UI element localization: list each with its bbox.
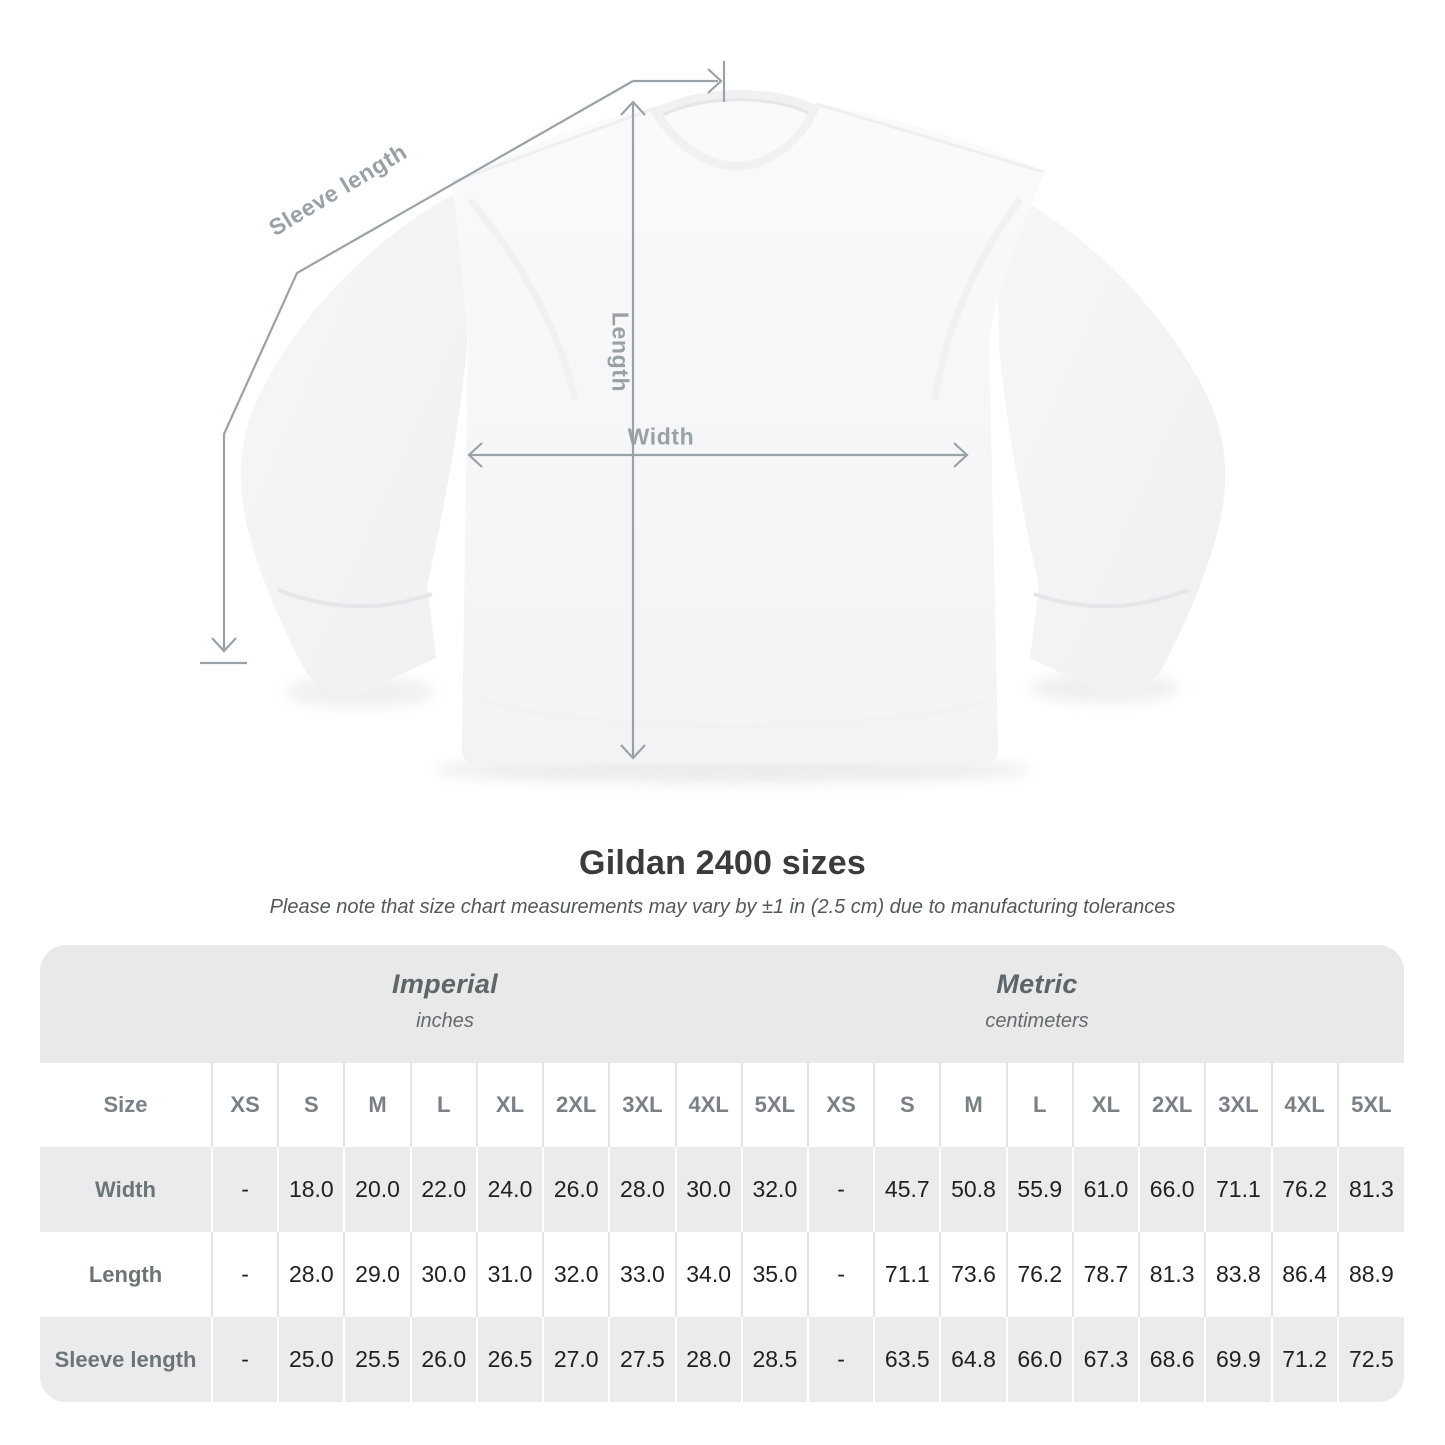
cell-width-metric-xl: 61.0	[1073, 1147, 1139, 1232]
size-header-imperial-s: S	[278, 1063, 344, 1147]
cell-width-imperial-xl: 24.0	[477, 1147, 543, 1232]
sleeve-length-annotation-label: Sleeve length	[264, 138, 412, 241]
cell-length-metric-m: 73.6	[940, 1232, 1006, 1317]
cell-sleeve-length-imperial-m: 25.5	[344, 1317, 410, 1402]
size-header-metric-3xl: 3XL	[1205, 1063, 1271, 1147]
cell-length-metric-4xl: 86.4	[1272, 1232, 1338, 1317]
measurement-row-sleeve-length	[40, 1317, 1404, 1402]
cell-length-imperial-xs: -	[212, 1232, 278, 1317]
length-annotation-label: Length	[607, 311, 634, 393]
cell-width-metric-xs: -	[808, 1147, 874, 1232]
cell-width-imperial-xs: -	[212, 1147, 278, 1232]
cell-sleeve-length-metric-s: 63.5	[874, 1317, 940, 1402]
size-header-imperial-3xl: 3XL	[609, 1063, 675, 1147]
size-header-imperial-4xl: 4XL	[676, 1063, 742, 1147]
page-title: Gildan 2400 sizes	[579, 844, 866, 882]
cell-width-imperial-3xl: 28.0	[609, 1147, 675, 1232]
cell-width-metric-4xl: 76.2	[1272, 1147, 1338, 1232]
metric-section-title: Metric	[996, 969, 1078, 999]
cell-length-metric-l: 76.2	[1007, 1232, 1073, 1317]
cell-width-imperial-l: 22.0	[411, 1147, 477, 1232]
size-header-metric-4xl: 4XL	[1272, 1063, 1338, 1147]
cell-sleeve-length-metric-m: 64.8	[940, 1317, 1006, 1402]
cell-length-metric-5xl: 88.9	[1338, 1232, 1404, 1317]
cell-sleeve-length-metric-2xl: 68.6	[1139, 1317, 1205, 1402]
cell-sleeve-length-metric-3xl: 69.9	[1205, 1317, 1271, 1402]
row-label-width: Width	[95, 1176, 156, 1202]
left-sleeve	[241, 186, 470, 697]
size-header-metric-2xl: 2XL	[1139, 1063, 1205, 1147]
size-chart-table	[40, 945, 1404, 1402]
cell-width-metric-5xl: 81.3	[1338, 1147, 1404, 1232]
cell-width-metric-l: 55.9	[1007, 1147, 1073, 1232]
imperial-section-header	[392, 969, 498, 1033]
size-header-imperial-2xl: 2XL	[543, 1063, 609, 1147]
cell-length-imperial-s: 28.0	[278, 1232, 344, 1317]
shirt-body	[452, 101, 1044, 764]
size-column-header: Size	[103, 1092, 148, 1117]
cell-width-metric-s: 45.7	[874, 1147, 940, 1232]
row-label-length: Length	[88, 1261, 163, 1287]
unit-section-band	[40, 945, 1404, 1063]
right-sleeve	[996, 186, 1225, 697]
cell-length-metric-2xl: 81.3	[1139, 1232, 1205, 1317]
cell-sleeve-length-metric-l: 66.0	[1007, 1317, 1073, 1402]
cell-length-imperial-2xl: 32.0	[543, 1232, 609, 1317]
size-header-imperial-xs: XS	[212, 1063, 278, 1147]
cell-width-imperial-2xl: 26.0	[543, 1147, 609, 1232]
size-header-imperial-5xl: 5XL	[742, 1063, 808, 1147]
metric-section-unit: centimeters	[985, 1010, 1089, 1032]
cell-sleeve-length-imperial-3xl: 27.5	[609, 1317, 675, 1402]
size-header-metric-xl: XL	[1073, 1063, 1139, 1147]
size-header-row	[40, 1063, 1404, 1147]
cell-length-imperial-5xl: 35.0	[742, 1232, 808, 1317]
cell-sleeve-length-metric-xs: -	[808, 1317, 874, 1402]
cell-length-metric-s: 71.1	[874, 1232, 940, 1317]
cell-sleeve-length-metric-xl: 67.3	[1073, 1317, 1139, 1402]
width-annotation-label: Width	[627, 423, 695, 450]
cell-length-imperial-3xl: 33.0	[609, 1232, 675, 1317]
cell-width-metric-2xl: 66.0	[1139, 1147, 1205, 1232]
cell-width-imperial-m: 20.0	[344, 1147, 410, 1232]
tolerance-note: Please note that size chart measurements may vary by ±1 in (2.5 cm) due to manufacturing tolerances	[269, 896, 1176, 918]
cell-sleeve-length-imperial-2xl: 27.0	[543, 1317, 609, 1402]
size-header-metric-xs: XS	[808, 1063, 874, 1147]
cell-length-imperial-4xl: 34.0	[676, 1232, 742, 1317]
measurements-table	[40, 1063, 1404, 1402]
cell-length-metric-xl: 78.7	[1073, 1232, 1139, 1317]
cell-sleeve-length-metric-4xl: 71.2	[1272, 1317, 1338, 1402]
size-header-metric-l: L	[1007, 1063, 1073, 1147]
row-label-sleeve-length: Sleeve length	[54, 1346, 197, 1372]
cell-length-imperial-l: 30.0	[411, 1232, 477, 1317]
cell-sleeve-length-imperial-5xl: 28.5	[742, 1317, 808, 1402]
cell-length-metric-xs: -	[808, 1232, 874, 1317]
cell-width-imperial-s: 18.0	[278, 1147, 344, 1232]
cell-length-imperial-xl: 31.0	[477, 1232, 543, 1317]
metric-section-header	[985, 969, 1088, 1033]
cell-sleeve-length-metric-5xl: 72.5	[1338, 1317, 1404, 1402]
cell-sleeve-length-imperial-l: 26.0	[411, 1317, 477, 1402]
cell-width-imperial-5xl: 32.0	[742, 1147, 808, 1232]
size-header-imperial-m: M	[344, 1063, 410, 1147]
measurement-row-width	[40, 1147, 1404, 1232]
cell-length-imperial-m: 29.0	[344, 1232, 410, 1317]
cell-sleeve-length-imperial-xs: -	[212, 1317, 278, 1402]
cell-width-imperial-4xl: 30.0	[676, 1147, 742, 1232]
cell-width-metric-3xl: 71.1	[1205, 1147, 1271, 1232]
cell-length-metric-3xl: 83.8	[1205, 1232, 1271, 1317]
size-header-metric-5xl: 5XL	[1338, 1063, 1404, 1147]
cell-width-metric-m: 50.8	[940, 1147, 1006, 1232]
size-header-imperial-xl: XL	[477, 1063, 543, 1147]
cell-sleeve-length-imperial-s: 25.0	[278, 1317, 344, 1402]
size-header-metric-m: M	[940, 1063, 1006, 1147]
size-header-imperial-l: L	[411, 1063, 477, 1147]
imperial-section-title: Imperial	[392, 969, 498, 999]
cell-sleeve-length-imperial-4xl: 28.0	[676, 1317, 742, 1402]
measurement-row-length	[40, 1232, 1404, 1317]
cell-sleeve-length-imperial-xl: 26.5	[477, 1317, 543, 1402]
imperial-section-unit: inches	[416, 1010, 474, 1032]
size-header-metric-s: S	[874, 1063, 940, 1147]
